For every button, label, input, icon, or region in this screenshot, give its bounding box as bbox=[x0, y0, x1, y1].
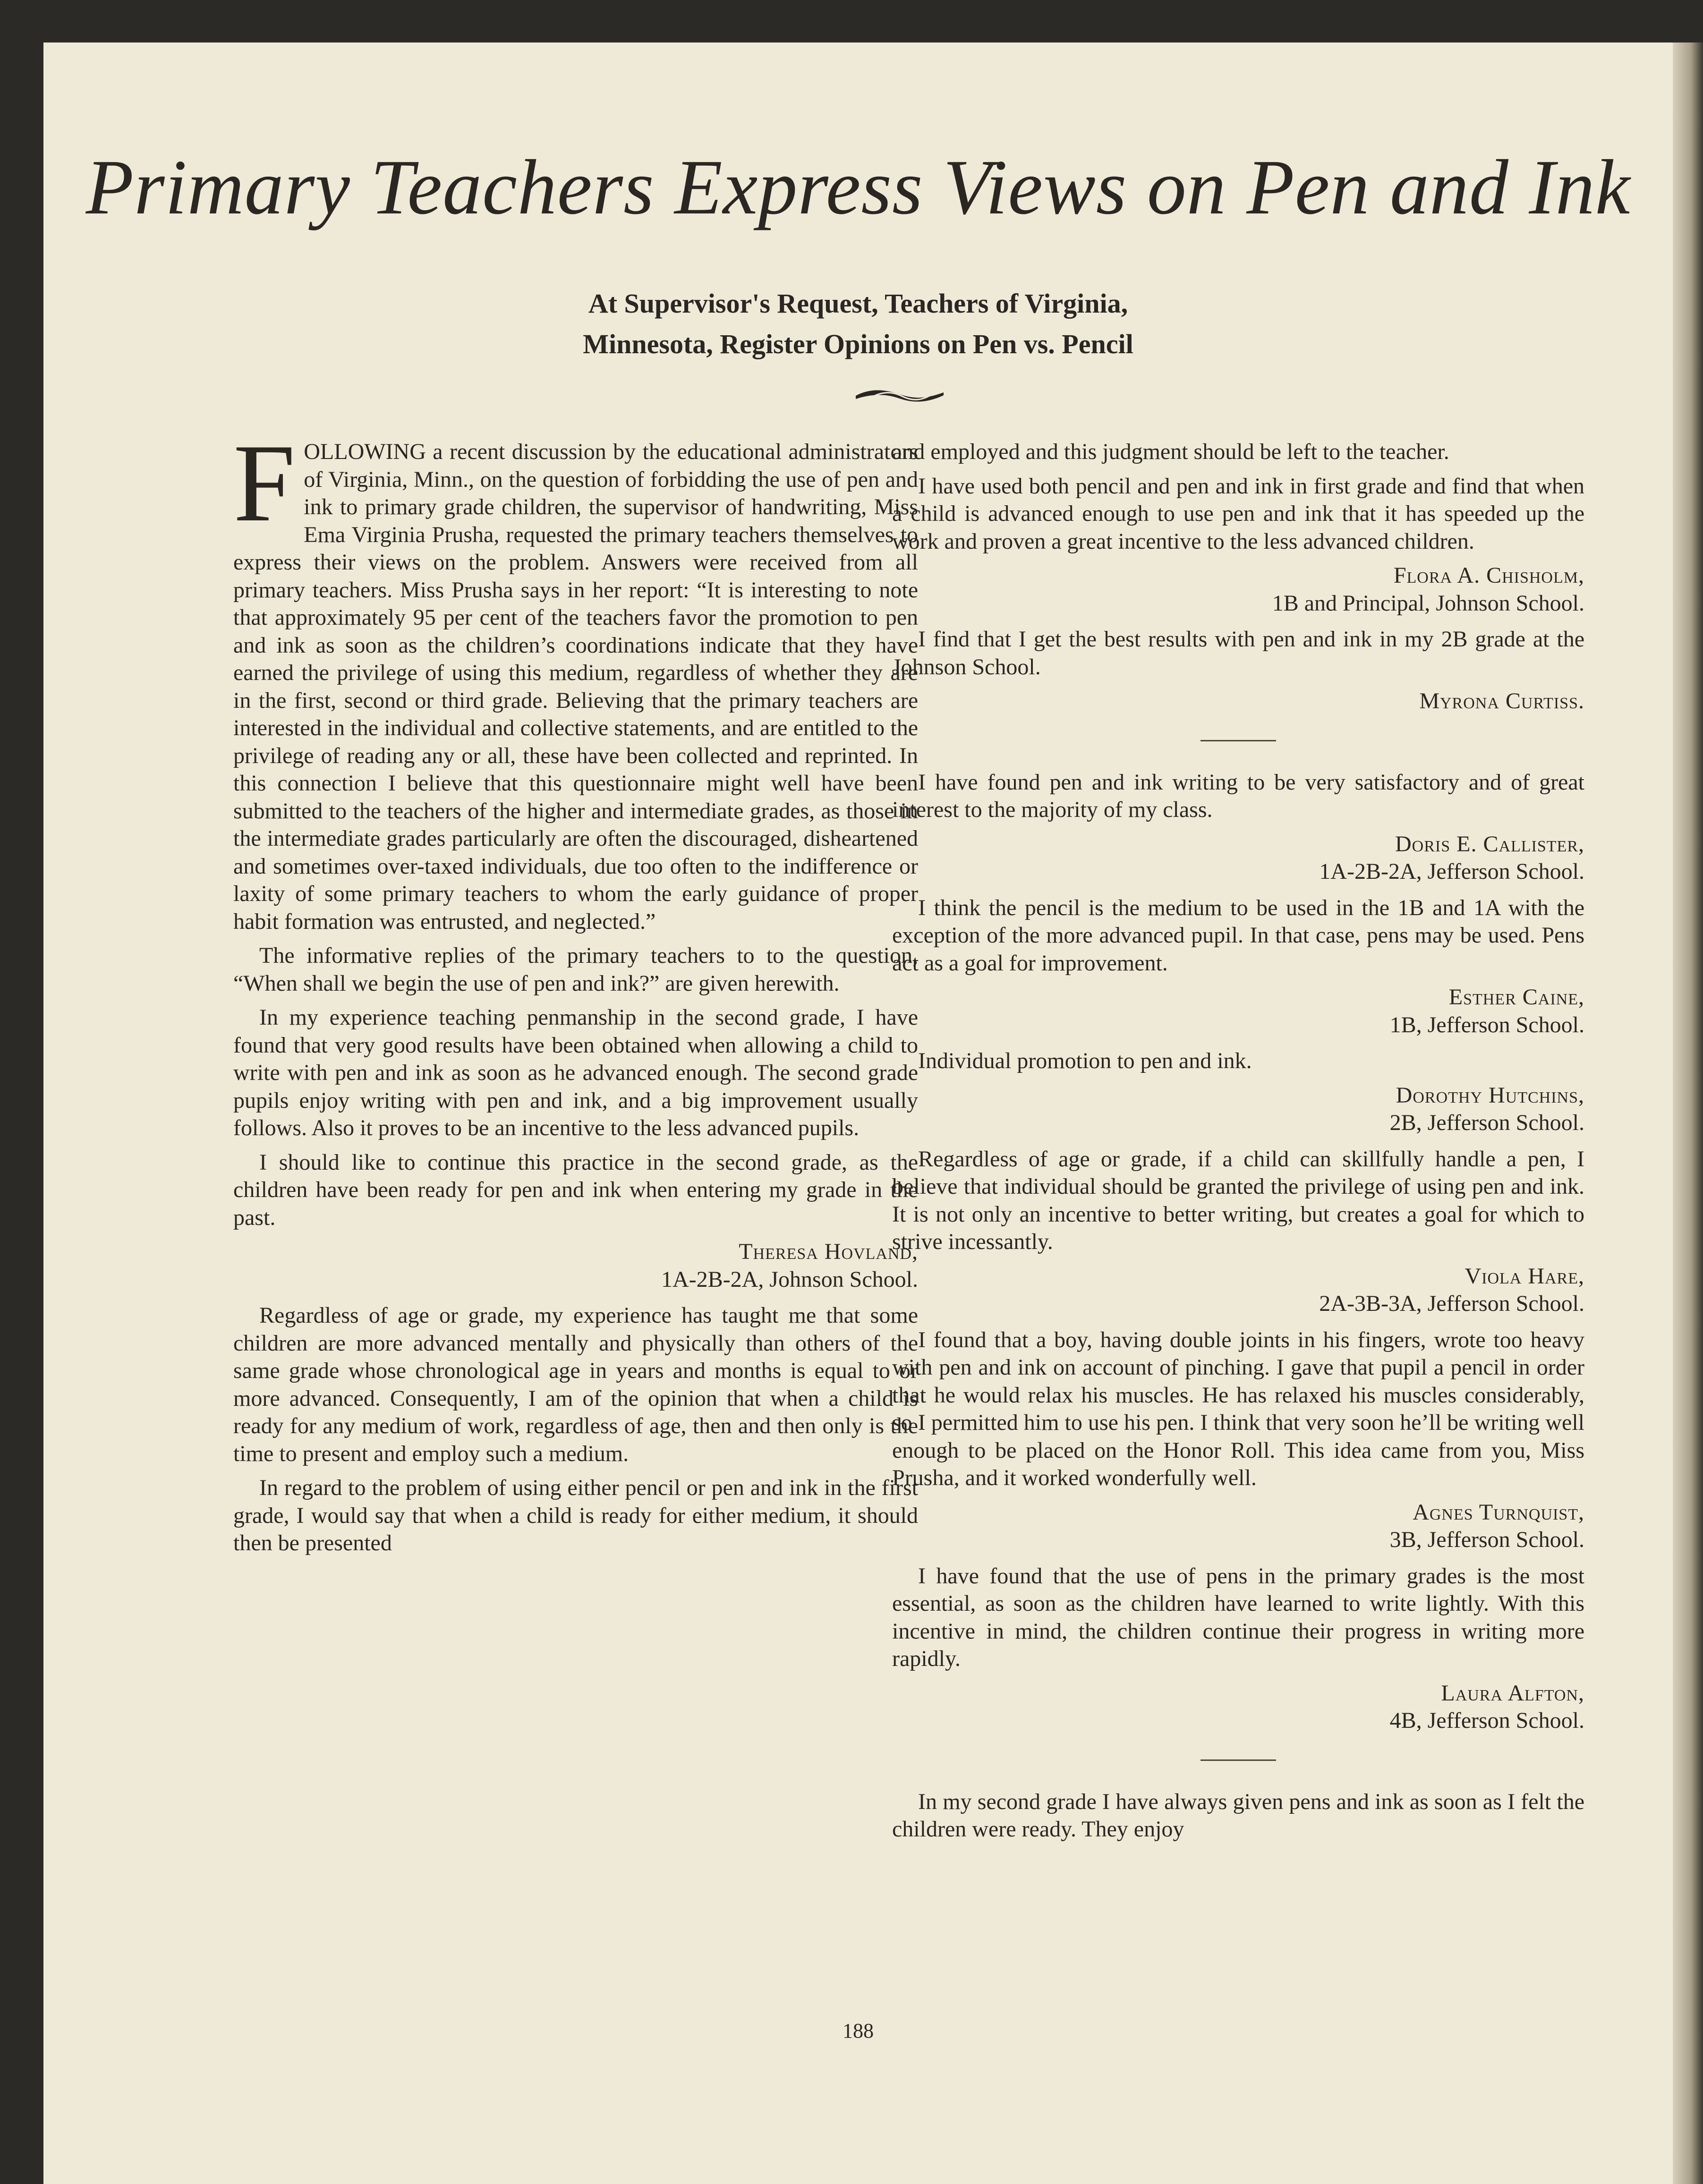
right-column bbox=[892, 438, 1584, 2011]
intro-paragraph bbox=[233, 422, 918, 935]
page-number: 188 bbox=[843, 2019, 874, 2042]
drop-cap: F bbox=[233, 422, 296, 545]
signature-name: Doris E. Callister, bbox=[1395, 831, 1584, 857]
turnquist-paragraph: I found that a boy, having double joints in his fingers, wrote too heavy with pen and ink on account of pinching. I gave that pupil a pencil in order that he would relax his muscles. He has relaxed his muscles considerably, so I permitted him to use his pen. I think that very soon he’ll be writing well enough to be placed on the Honor Roll. This idea came from you, Miss Prusha, and it worked wonderfully well. bbox=[892, 1327, 1584, 1490]
signature-school: 1B and Principal, Johnson School. bbox=[1272, 590, 1584, 616]
signature-name: Myrona Curtiss. bbox=[1419, 688, 1584, 714]
hutchins-paragraph: Individual promotion to pen and ink. bbox=[918, 1048, 1252, 1073]
signature-name: Laura Alfton, bbox=[1441, 1680, 1584, 1706]
continued-paragraph: and employed and this judgment should be left to the teacher. bbox=[892, 439, 1449, 464]
subtitle-line-2: Minnesota, Register Opinions on Pen vs. Pencil bbox=[583, 329, 1133, 359]
left-column bbox=[233, 422, 918, 2011]
chisholm-paragraph: I have used both pencil and pen and ink in first grade and find that when a child is advanced enough to use pen and ink that it has speeded up the work and proven a great incentive to the less advanced children. bbox=[892, 473, 1584, 554]
hovland-paragraph-2: I should like to continue this practice in the second grade, as the children have been ready for pen and ink when entering my grade in the past. bbox=[233, 1149, 918, 1230]
signature-school: 1B, Jefferson School. bbox=[1389, 1012, 1584, 1037]
section-divider bbox=[1201, 1759, 1276, 1761]
signature-name: Theresa Hovland, bbox=[739, 1239, 918, 1264]
signature-hare bbox=[892, 1263, 1584, 1318]
signature-school: 4B, Jefferson School. bbox=[1389, 1708, 1584, 1733]
hovland-paragraph-1: In my experience teaching penmanship in the second grade, I have found that very good results have been obtained when allowing a child to write with pen and ink as soon as he advanced enough. The second grade pupils enjoy writing with pen and ink, and a big improvement usually follows. Also it proves to be an incentive to the less advanced pupils. bbox=[233, 1005, 918, 1140]
hare-paragraph: Regardless of age or grade, if a child can skillfully handle a pen, I believe that individual should be granted the privilege of using pen and ink. It is not only an incentive to better writing, but creates a goal for which to strive incessantly. bbox=[892, 1146, 1584, 1254]
signature-caine bbox=[892, 984, 1584, 1039]
signature-name: Flora A. Chisholm, bbox=[1393, 563, 1584, 588]
intro-text: a recent discussion by the educational administrators of Virginia, Minn., on the question of forbidding the use of pen and ink to primary grade children, the supervisor of handwriting, Miss Ema Virginia Prusha, requested the primary teachers themselves to express their views on the problem. Answers were received from all primary teachers. Miss Prusha says in her report: “It is interesting to note that approximately 95 per cent of the teachers favor the promotion to pen and ink as soon as the children’s coordinations indicate that they have earned the privilege of using this medium, regardless of whether they are in the first, second or third grade. Believing that the primary teachers are interested in the individual and collective statements, and are entitled to the privilege of reading any or all, these have been collected and reprinted. In this connection I believe that this questionnaire might well have been submitted to the teachers of the higher and intermediate grades, as those in the intermediate grades particularly are often the discouraged, disheartened and sometimes over-taxed individuals, due too often to the indifference or laxity of some primary teachers to whom the early guidance of proper habit formation was entrusted, and neglected.” bbox=[233, 439, 918, 934]
signature-school: 3B, Jefferson School. bbox=[1389, 1527, 1584, 1552]
magazine-page bbox=[43, 42, 1673, 2184]
article-title: Primary Teachers Express Views on Pen and Ink bbox=[85, 144, 1631, 230]
signature-hutchins bbox=[892, 1082, 1584, 1137]
signature-name: Agnes Turnquist, bbox=[1413, 1499, 1584, 1525]
signature-school: 2A-3B-3A, Jefferson School. bbox=[1319, 1291, 1584, 1316]
signature-name: Viola Hare, bbox=[1465, 1263, 1584, 1289]
signature-school: 2B, Jefferson School. bbox=[1389, 1110, 1584, 1135]
regard-paragraph: In regard to the problem of using either pencil or pen and ink in the first grade, I would say that when a child is ready for either medium, it should then be presented bbox=[233, 1475, 918, 1555]
pen-nib-ornament-icon bbox=[855, 385, 945, 407]
alfton-paragraph: I have found that the use of pens in the primary grades is the most essential, as soon as the children have learned to write lightly. With this incentive in mind, the children continue their progress in writing more rapidly. bbox=[892, 1563, 1584, 1671]
signature-callister bbox=[892, 831, 1584, 886]
signature-chisholm bbox=[892, 562, 1584, 617]
callister-paragraph: I have found pen and ink writing to be very satisfactory and of great interest to the majority of my class. bbox=[892, 769, 1584, 822]
signature-curtiss bbox=[892, 688, 1584, 715]
subtitle-line-1: At Supervisor's Request, Teachers of Virginia, bbox=[588, 288, 1128, 319]
section-divider bbox=[1201, 740, 1276, 741]
signature-name: Dorothy Hutchins, bbox=[1396, 1082, 1584, 1108]
signature-school: 1A-2B-2A, Jefferson School. bbox=[1319, 859, 1584, 884]
article-subtitle bbox=[43, 283, 1673, 365]
final-paragraph: In my second grade I have always given pens and ink as soon as I felt the children were ready. They enjoy bbox=[892, 1789, 1584, 1842]
signature-alfton bbox=[892, 1680, 1584, 1735]
signature-turnquist bbox=[892, 1499, 1584, 1554]
page-edge bbox=[1673, 42, 1703, 2184]
curtiss-paragraph: I find that I get the best results with pen and ink in my 2B grade at the Johnson School. bbox=[892, 627, 1584, 680]
signature-school: 1A-2B-2A, Johnson School. bbox=[661, 1266, 918, 1292]
caine-paragraph: I think the pencil is the medium to be used in the 1B and 1A with the exception of the more advanced pupil. In that case, pens may be used. Pens act as a goal for improvement. bbox=[892, 895, 1584, 976]
regardless-paragraph: Regardless of age or grade, my experience has taught me that some children are more advanced mentally and physically than others of the same grade whose chronological age in years and months is equal to or more advanced. Consequently, I am of the opinion that when a child is ready for any medium of work, regardless of age, then and then only is the time to present and employ such a medium. bbox=[233, 1303, 918, 1466]
intro-lead-word: OLLOWING bbox=[304, 439, 426, 464]
signature-name: Esther Caine, bbox=[1448, 985, 1584, 1010]
intro-paragraph-2: The informative replies of the primary teachers to to the question, “When shall we begin the use of pen and ink?” are given herewith. bbox=[233, 943, 918, 996]
signature-hovland bbox=[233, 1238, 918, 1293]
